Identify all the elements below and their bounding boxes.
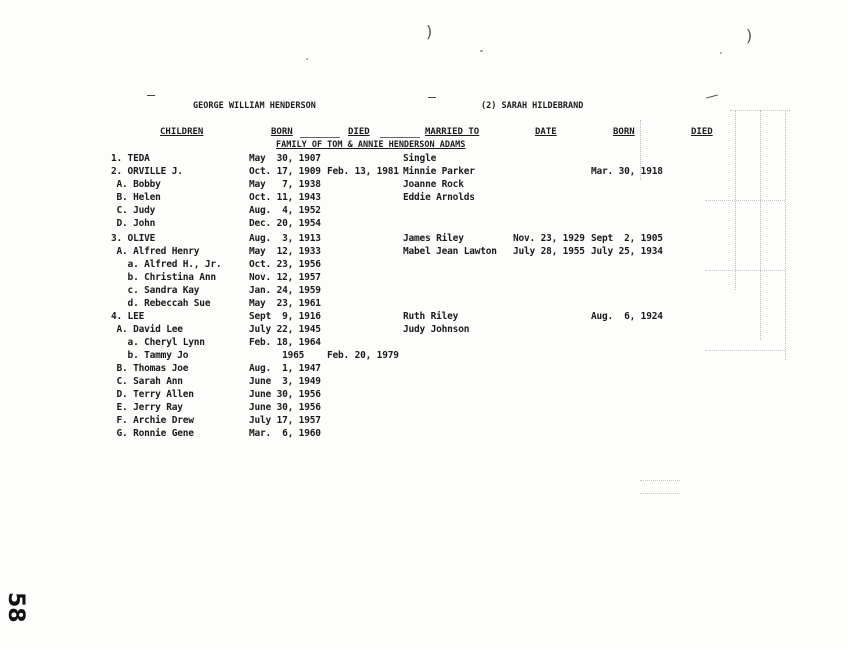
- header-rule: [380, 137, 420, 138]
- child-born: July 22, 1945: [249, 324, 321, 335]
- column-header-date: DATE: [535, 127, 557, 137]
- child-name: C. Sarah Ann: [111, 376, 183, 387]
- child-name: A. David Lee: [111, 324, 183, 335]
- child-married-to: Eddie Arnolds: [403, 192, 475, 203]
- child-name: B. Thomas Joe: [111, 363, 189, 374]
- child-name: E. Jerry Ray: [111, 402, 183, 413]
- scan-dash: [147, 95, 155, 96]
- scan-dash: [706, 94, 718, 98]
- child-born: May 12, 1933: [249, 246, 321, 257]
- column-header-children: CHILDREN: [160, 127, 204, 137]
- child-name: 1. TEDA: [111, 153, 150, 164]
- scan-speck: [306, 58, 308, 60]
- child-born: Mar. 6, 1960: [249, 428, 321, 439]
- column-header-married-to: MARRIED TO: [425, 127, 480, 137]
- child-name: c. Sandra Kay: [111, 285, 200, 296]
- child-name: b. Christina Ann: [111, 272, 216, 283]
- child-born: June 30, 1956: [249, 402, 321, 413]
- child-name: 3. OLIVE: [111, 233, 156, 244]
- scan-artifact: [760, 110, 762, 340]
- child-name: A. Bobby: [111, 179, 161, 190]
- column-header-born: BORN: [271, 127, 293, 137]
- child-name: b. Tammy Jo: [111, 350, 189, 361]
- child-name: a. Cheryl Lynn: [111, 337, 205, 348]
- spouse-born: Sept 2, 1905: [591, 233, 663, 244]
- marriage-date: July 28, 1955: [513, 246, 585, 257]
- mother-name: (2) SARAH HILDEBRAND: [481, 101, 584, 111]
- child-born: Oct. 17, 1909: [249, 166, 321, 177]
- child-married-to: Single: [403, 153, 437, 164]
- family-subtitle: FAMILY OF TOM & ANNIE HENDERSON ADAMS: [276, 140, 466, 150]
- scan-speck: [480, 50, 483, 52]
- child-name: D. Terry Allen: [111, 389, 194, 400]
- scan-mark-paren-right: ): [746, 26, 753, 45]
- spouse-born: Mar. 30, 1918: [591, 166, 663, 177]
- child-born: June 3, 1949: [249, 376, 321, 387]
- spouse-born: Aug. 6, 1924: [591, 311, 663, 322]
- child-born: Aug. 3, 1913: [249, 233, 321, 244]
- page-number: 58: [3, 592, 28, 623]
- spouse-born: July 25, 1934: [591, 246, 663, 257]
- child-name: 2. ORVILLE J.: [111, 166, 183, 177]
- scan-artifact: [730, 110, 790, 112]
- child-married-to: Ruth Riley: [403, 311, 459, 322]
- child-born: May 30, 1907: [249, 153, 321, 164]
- child-name: d. Rebeccah Sue: [111, 298, 211, 309]
- scan-artifact: [640, 480, 680, 482]
- child-name: A. Alfred Henry: [111, 246, 200, 257]
- child-born: Sept 9, 1916: [249, 311, 321, 322]
- column-header-spouse-died: DIED: [691, 127, 713, 137]
- scan-artifact: [785, 110, 787, 360]
- marriage-date: Nov. 23, 1929: [513, 233, 585, 244]
- scan-dash: [428, 97, 436, 98]
- child-married-to: James Riley: [403, 233, 464, 244]
- child-name: G. Ronnie Gene: [111, 428, 194, 439]
- child-born: Oct. 23, 1956: [249, 259, 321, 270]
- child-married-to: Joanne Rock: [403, 179, 464, 190]
- child-born: Feb. 18, 1964: [249, 337, 321, 348]
- scan-mark-paren-left: ): [426, 22, 433, 41]
- header-rule: [300, 137, 340, 138]
- child-born: Aug. 4, 1952: [249, 205, 321, 216]
- column-header-died: DIED: [348, 127, 370, 137]
- child-born: May 7, 1938: [249, 179, 321, 190]
- child-born: Jan. 24, 1959: [249, 285, 321, 296]
- child-name: B. Helen: [111, 192, 161, 203]
- child-born: June 30, 1956: [249, 389, 321, 400]
- child-name: a. Alfred H., Jr.: [111, 259, 222, 270]
- scan-artifact: [705, 270, 785, 272]
- child-born: Oct. 11, 1943: [249, 192, 321, 203]
- child-name: D. John: [111, 218, 156, 229]
- column-header-spouse-born: BORN: [613, 127, 635, 137]
- child-died: Feb. 20, 1979: [327, 350, 399, 361]
- child-died: Feb. 13, 1981: [327, 166, 399, 177]
- scan-artifact: [640, 493, 680, 495]
- scan-speck: [720, 52, 722, 54]
- child-married-to: Minnie Parker: [403, 166, 475, 177]
- scan-artifact: [705, 350, 785, 352]
- child-born: 1965: [249, 350, 305, 361]
- child-married-to: Judy Johnson: [403, 324, 470, 335]
- child-born: Nov. 12, 1957: [249, 272, 321, 283]
- child-name: F. Archie Drew: [111, 415, 194, 426]
- child-born: Dec. 20, 1954: [249, 218, 321, 229]
- child-born: Aug. 1, 1947: [249, 363, 321, 374]
- child-name: C. Judy: [111, 205, 156, 216]
- child-born: July 17, 1957: [249, 415, 321, 426]
- father-name: GEORGE WILLIAM HENDERSON: [193, 101, 316, 111]
- child-married-to: Mabel Jean Lawton: [403, 246, 497, 257]
- child-born: May 23, 1961: [249, 298, 321, 309]
- scan-artifact: [705, 200, 785, 202]
- child-name: 4. LEE: [111, 311, 145, 322]
